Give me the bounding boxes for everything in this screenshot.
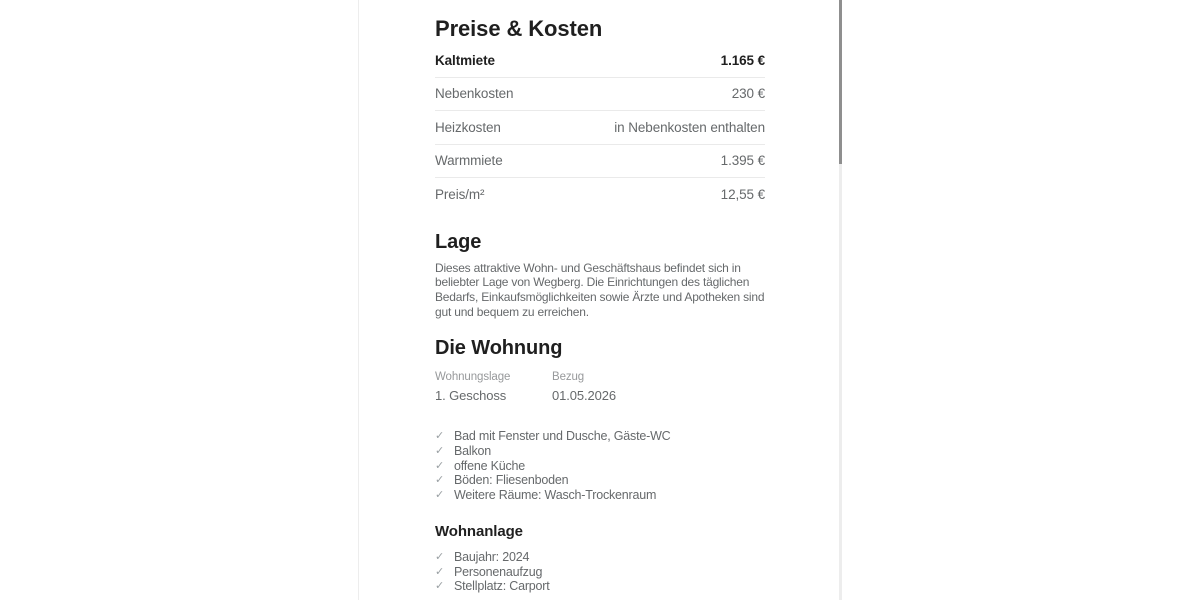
price-row-nebenkosten <box>435 78 765 112</box>
list-item <box>435 488 765 503</box>
price-value: 230 € <box>731 86 765 102</box>
price-value: in Nebenkosten enthalten <box>614 119 765 135</box>
check-icon: ✓ <box>435 551 445 564</box>
list-item <box>435 550 765 565</box>
meta-bezug <box>552 371 669 403</box>
feature-text: Personenaufzug <box>454 564 543 579</box>
pane-divider <box>358 0 359 600</box>
list-item <box>435 444 765 459</box>
list-item <box>435 429 765 444</box>
check-icon: ✓ <box>435 565 445 578</box>
price-label: Warmmiete <box>435 153 503 169</box>
feature-text: Stellplatz: Carport <box>454 579 550 594</box>
list-item <box>435 565 765 580</box>
building-feature-list <box>435 550 765 594</box>
price-row-warmmiete <box>435 145 765 179</box>
lage-description: Dieses attraktive Wohn- und Geschäftshaus befindet sich in beliebter Lage von Wegberg. Die Einrichtungen des täglichen Bedarfs, Einkaufsmöglichkeiten sowie Ärzte und Apotheken sind gut und bequem zu erreichen. <box>435 260 765 319</box>
list-item <box>435 579 765 594</box>
list-item <box>435 473 765 488</box>
meta-value: 1. Geschoss <box>435 388 507 404</box>
check-icon: ✓ <box>435 459 445 472</box>
section-title-wohnanlage: Wohnanlage <box>435 523 523 541</box>
price-table <box>435 44 765 212</box>
price-label: Kaltmiete <box>435 52 495 68</box>
scrollbar-track[interactable] <box>839 0 842 600</box>
price-label: Nebenkosten <box>435 86 514 102</box>
apartment-feature-list <box>435 429 765 502</box>
price-row-preis-qm <box>435 178 765 212</box>
price-label: Heizkosten <box>435 119 501 135</box>
price-value: 1.395 € <box>720 153 765 169</box>
price-value: 12,55 € <box>720 187 765 203</box>
price-label: Preis/m² <box>435 187 485 203</box>
section-title-lage: Lage <box>435 230 482 253</box>
meta-label: Wohnungslage <box>435 371 511 384</box>
meta-label: Bezug <box>552 371 585 384</box>
check-icon: ✓ <box>435 430 445 443</box>
price-row-kaltmiete <box>435 44 765 78</box>
listing-content <box>435 0 765 594</box>
check-icon: ✓ <box>435 488 445 501</box>
section-title-die-wohnung: Die Wohnung <box>435 337 563 360</box>
listing-detail-pane <box>358 0 842 600</box>
meta-wohnungslage <box>435 371 552 403</box>
meta-value: 01.05.2026 <box>552 388 617 404</box>
feature-text: Baujahr: 2024 <box>454 550 530 565</box>
list-item <box>435 459 765 474</box>
check-icon: ✓ <box>435 580 445 593</box>
scrollbar-thumb[interactable] <box>839 0 842 164</box>
check-icon: ✓ <box>435 474 445 487</box>
section-title-preise-kosten: Preise & Kosten <box>435 16 603 41</box>
feature-text: Bad mit Fenster und Dusche, Gäste-WC <box>454 429 671 444</box>
apartment-meta <box>435 371 765 403</box>
feature-text: Böden: Fliesenboden <box>454 473 569 488</box>
feature-text: offene Küche <box>454 458 526 473</box>
price-row-heizkosten <box>435 111 765 145</box>
feature-text: Balkon <box>454 443 492 458</box>
feature-text: Weitere Räume: Wasch-Trockenraum <box>454 487 657 502</box>
price-value: 1.165 € <box>720 52 765 68</box>
check-icon: ✓ <box>435 444 445 457</box>
